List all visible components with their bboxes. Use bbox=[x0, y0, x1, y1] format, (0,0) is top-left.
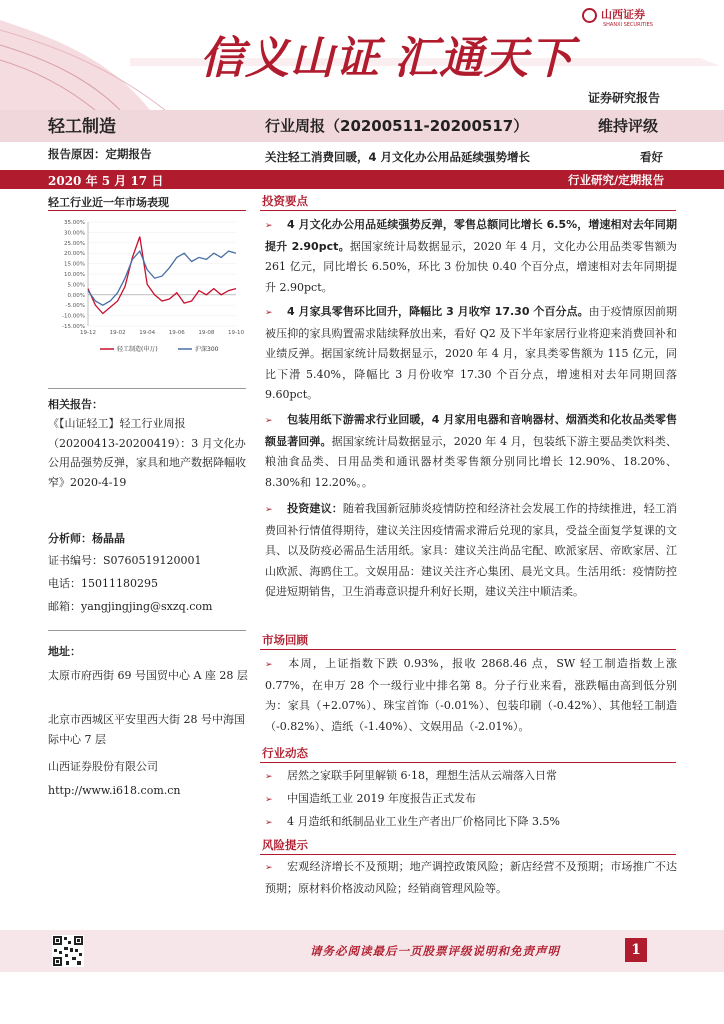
bullet-triangle-icon: ➢ bbox=[265, 863, 273, 873]
x-tick-label: 19-04 bbox=[139, 330, 156, 336]
market-review-text: ➢ 本周，上证指数下跌 0.93%，报收 2868.46 点，SW 轻工制造指数上涨 0.77%，在申万 28 个一级行业中排名第 8。分子行业来看，涨跌幅由高到低分别为：家具（+2.07%）、珠宝首饰（-0.01%）、包装印刷（-0.42%）、其他轻工制造（-0.82%）、造纸（-1.40%）、文娱用品（-2.01%）。 bbox=[265, 657, 677, 733]
y-tick-label: -10.00% bbox=[62, 313, 85, 320]
slogan-part-2: 汇通天下 bbox=[394, 33, 574, 84]
legend-label: 沪深300 bbox=[195, 346, 219, 353]
point-1: ➢ 4 月文化办公用品延续强势反弹，零售总额同比增长 6.5%，增速相对去年同期提升 2.90pct。据国家统计局数据显示，2020 年 4 月，文化办公用品类零售额为 261 亿元，同比增长 6.50%，环比 3 份加快 0.40 个百分点，增速相对去年同期提升 2.90pct。 bbox=[265, 218, 677, 294]
series-line-1 bbox=[88, 237, 236, 314]
report-date: 2020 年 5 月 17 日 bbox=[48, 174, 164, 188]
divider bbox=[48, 630, 246, 631]
divider bbox=[260, 854, 676, 855]
disclaimer-note: 请务必阅读最后一页股票评级说明和免责声明 bbox=[310, 944, 560, 958]
industry-name: 轻工制造 bbox=[48, 117, 116, 137]
y-tick-label: 0.00% bbox=[67, 292, 85, 299]
rating-view: 看好 bbox=[640, 150, 663, 164]
news-item[interactable]: ➢ 居然之家联手阿里解锁 6·18，理想生活从云端落入日常 bbox=[265, 766, 677, 788]
divider bbox=[260, 649, 676, 650]
y-tick-label: 35.00% bbox=[64, 220, 85, 226]
related-reports-title: 相关报告： bbox=[48, 398, 103, 411]
section-investment-points: 投资要点 bbox=[262, 194, 308, 208]
divider bbox=[48, 210, 246, 211]
y-tick-label: 20.00% bbox=[64, 251, 85, 258]
report-reason: 报告原因：定期报告 bbox=[48, 147, 152, 161]
y-tick-label: 15.00% bbox=[64, 261, 85, 268]
y-tick-label: -15.00% bbox=[62, 324, 85, 330]
x-tick-label: 19-02 bbox=[109, 330, 126, 336]
report-category: 行业研究/定期报告 bbox=[568, 173, 665, 187]
section-industry-news: 行业动态 bbox=[262, 746, 308, 760]
bullet-triangle-icon: ➢ bbox=[265, 772, 273, 782]
legend-label: 轻工制造(申万) bbox=[117, 346, 158, 353]
report-kind: 证券研究报告 bbox=[588, 91, 661, 105]
company-logo-icon bbox=[582, 8, 597, 23]
report-subtitle: 关注轻工消费回暖，4 月文化办公用品延续强势增长 bbox=[265, 150, 531, 164]
x-tick-label: 19-10 bbox=[228, 330, 244, 336]
analyst-email[interactable]: 邮箱：yangjingjing@sxzq.com bbox=[48, 600, 213, 613]
news-item[interactable]: ➢ 中国造纸工业 2019 年度报告正式发布 bbox=[265, 789, 677, 811]
related-report-text: 《【山证轻工】轻工行业周报（20200413-20200419）：3 月文化办公用品强势反弹，家具和地产数据降幅收窄》2020-4-19 bbox=[48, 417, 246, 489]
y-tick-label: 10.00% bbox=[64, 272, 85, 278]
y-tick-label: 25.00% bbox=[64, 240, 85, 247]
chart-title: 轻工行业近一年市场表现 bbox=[48, 196, 169, 209]
bullet-triangle-icon: ➢ bbox=[265, 505, 273, 515]
y-tick-label: 30.00% bbox=[64, 230, 85, 237]
bullet-triangle-icon: ➢ bbox=[265, 660, 273, 670]
y-tick-label: 5.00% bbox=[67, 282, 85, 289]
point-4: ➢ 投资建议：随着我国新冠肺炎疫情防控和经济社会发展工作的持续推进，轻工消费回补行情值得期待，建议关注因疫情需求滞后兑现的家具，受益全面复学复课的文具、以及防疫必需品生活用纸。家具：建议关注尚品宅配、欧派家居、帝欧家居、江山欧派、海鸥住工。文娱用品：建议关注齐心集团、晨光文具。生活用纸：疫情防控促进短期销售，卫生消毒意识提升利好长期，建议关注中顺洁柔。 bbox=[265, 502, 677, 599]
company-name: 山西证券股份有限公司 bbox=[48, 760, 158, 773]
risk-text: ➢ 宏观经济增长不及预期；地产调控政策风险；新店经营不及预期；市场推广不达预期；原材料价格波动风险；经销商管理风险等。 bbox=[265, 860, 677, 895]
section-market-review: 市场回顾 bbox=[262, 633, 308, 647]
market-performance-chart bbox=[48, 216, 246, 364]
divider bbox=[48, 388, 246, 389]
bullet-triangle-icon: ➢ bbox=[265, 416, 273, 426]
page-number: 1 bbox=[625, 938, 647, 962]
address-beijing: 北京市西城区平安里西大街 28 号中海国际中心 7 层 bbox=[48, 713, 245, 746]
address-taiyuan: 太原市府西街 69 号国贸中心 A 座 28 层 bbox=[48, 669, 248, 682]
divider bbox=[260, 210, 676, 211]
divider bbox=[260, 762, 676, 763]
point-3: ➢ 包装用纸下游需求行业回暖，4 月家用电器和音响器材、烟酒类和化妆品类零售额显著回弹。据国家统计局数据显示，2020 年 4 月，包装纸下游主要品类饮料类、粮油食品类、日用品类和通讯器材类零售额分别同比增长 12.90%、18.20%、8.30%和 12.20%。。 bbox=[265, 413, 678, 489]
bullet-triangle-icon: ➢ bbox=[265, 308, 273, 318]
series-line-2 bbox=[88, 251, 236, 305]
y-tick-label: -5.00% bbox=[65, 303, 85, 310]
rating-label: 维持评级 bbox=[598, 117, 659, 135]
x-tick-label: 19-08 bbox=[198, 330, 215, 336]
bullet-triangle-icon: ➢ bbox=[265, 221, 273, 231]
x-tick-label: 19-06 bbox=[168, 330, 185, 336]
slogan-part-1: 信义山证 bbox=[200, 33, 380, 84]
news-item[interactable]: ➢ 4 月造纸和纸制品业工业生产者出厂价格同比下降 3.5% bbox=[265, 812, 677, 834]
report-title: 行业周报（20200511-20200517） bbox=[265, 117, 529, 135]
section-risk-warning: 风险提示 bbox=[262, 838, 308, 852]
slogan bbox=[200, 22, 574, 86]
analyst-title: 分析师：杨晶晶 bbox=[48, 532, 125, 545]
analyst-cert: 证书编号：S0760519120001 bbox=[48, 554, 202, 567]
qr-code-icon[interactable] bbox=[52, 935, 84, 967]
point-2: ➢ 4 月家具零售环比回升，降幅比 3 月收窄 17.30 个百分点。由于疫情原因前期被压抑的家具购置需求陆续释放出来，看好 Q2 及下半年家居行业将迎来消费回补和业绩反弹。据国家统计局数据显示，2020 年 4 月，家具类零售额为 115 亿元，同比下滑 5.40%，降幅比 3 月份收窄 17.30 个百分点，增速相对去年同期回落 9.60pct。 bbox=[265, 305, 678, 402]
analyst-phone: 电话：15011180295 bbox=[48, 577, 158, 590]
logo-english: SHANXI SECURITIES bbox=[603, 22, 653, 28]
company-website[interactable]: http://www.i618.com.cn bbox=[48, 784, 181, 797]
bullet-triangle-icon: ➢ bbox=[265, 818, 273, 828]
bullet-triangle-icon: ➢ bbox=[265, 795, 273, 805]
logo-text: 山西证券 bbox=[601, 8, 645, 21]
x-tick-label: 19-12 bbox=[80, 330, 96, 336]
address-title: 地址： bbox=[48, 645, 81, 658]
